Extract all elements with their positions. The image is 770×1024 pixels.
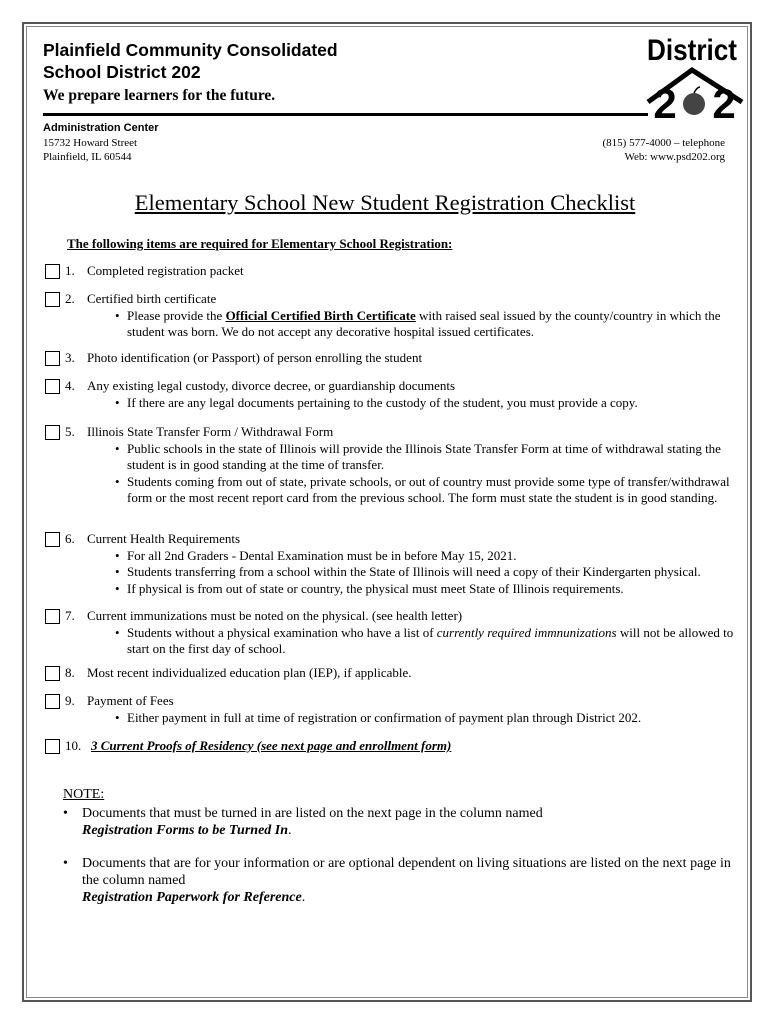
tagline: We prepare learners for the future. xyxy=(43,87,276,104)
checklist-item-1 xyxy=(45,263,244,280)
checkbox[interactable] xyxy=(45,694,60,709)
item-number: 7. xyxy=(65,608,75,623)
checkbox[interactable] xyxy=(45,379,60,394)
bullet-marker: • xyxy=(63,856,68,871)
note-text: Documents that are for your information or are optional dependent on living situations are listed on the next page in the column named xyxy=(82,856,731,888)
checkbox[interactable] xyxy=(45,609,60,624)
bullet-marker: • xyxy=(115,394,120,410)
organization-name xyxy=(43,39,338,83)
bullet-emphasis: Official Certified Birth Certificate xyxy=(225,307,416,323)
bullet xyxy=(115,441,745,474)
item-text: Certified birth certificate xyxy=(87,291,217,306)
bullet xyxy=(115,710,745,727)
bullet-marker: • xyxy=(115,624,120,640)
item-text: Payment of Fees xyxy=(87,693,174,708)
district-202-logo xyxy=(640,30,745,120)
address-line-2: Plainfield, IL 60544 xyxy=(43,151,132,163)
note-section xyxy=(63,786,743,906)
bullet-marker: • xyxy=(115,440,120,456)
checklist-item-8 xyxy=(45,665,412,682)
item-text: Photo identification (or Passport) of person enrolling the student xyxy=(87,350,423,365)
contact-info xyxy=(603,136,726,164)
checklist-item-9 xyxy=(45,693,745,726)
checkbox[interactable] xyxy=(45,264,60,279)
address xyxy=(43,136,137,164)
checkbox[interactable] xyxy=(45,292,60,307)
bullet xyxy=(115,548,745,565)
item-text: Any existing legal custody, divorce decree, or guardianship documents xyxy=(87,378,456,393)
checklist-item-7 xyxy=(45,608,745,658)
subheading: The following items are required for Elementary School Registration: xyxy=(67,236,453,251)
phone: (815) 577-4000 – telephone xyxy=(602,137,725,149)
item-number: 10. xyxy=(65,738,82,753)
svg-text:2: 2 xyxy=(712,80,736,120)
note-emphasis: Registration Paperwork for Reference xyxy=(82,890,302,905)
svg-text:District: District xyxy=(647,34,738,67)
item-number: 9. xyxy=(65,693,75,708)
item-text: Illinois State Transfer Form / Withdrawal Form xyxy=(87,424,334,439)
period: . xyxy=(288,823,292,838)
org-line-1: Plainfield Community Consolidated xyxy=(43,40,338,60)
item-text: Current Health Requirements xyxy=(87,531,241,546)
bullet-text: Either payment in full at time of registration or confirmation of payment plan through District 202. xyxy=(127,709,642,725)
bullet-marker: • xyxy=(63,806,68,821)
svg-text:2: 2 xyxy=(653,80,677,120)
bullet-text: If physical is from out of state or country, the physical must meet State of Illinois requirements. xyxy=(127,580,624,596)
bullet xyxy=(115,308,745,341)
checkbox[interactable] xyxy=(45,532,60,547)
item-number: 4. xyxy=(65,378,75,393)
item-number: 8. xyxy=(65,665,75,680)
checklist-item-6 xyxy=(45,531,770,597)
item-text: Completed registration packet xyxy=(87,263,244,278)
bullet-text: For all 2nd Graders - Dental Examination must be in before May 15, 2021. xyxy=(127,547,517,563)
item-text: Most recent individualized education plan (IEP), if applicable. xyxy=(87,665,412,680)
item-text: Current immunizations must be noted on the physical. (see health letter) xyxy=(87,608,463,623)
bullet-marker: • xyxy=(115,547,120,563)
note-label: NOTE: xyxy=(63,787,105,802)
checklist-item-5 xyxy=(45,424,745,507)
bullet-text: with raised seal issued by the county/country in which the student was born. We do not accept any decorative hospital issued certificates. xyxy=(127,307,721,339)
item-number: 5. xyxy=(65,424,75,439)
bullet-marker: • xyxy=(115,580,120,596)
item-number: 6. xyxy=(65,531,75,546)
note-text: Documents that must be turned in are listed on the next page in the column named xyxy=(82,806,543,821)
bullet xyxy=(115,625,745,658)
bullet xyxy=(115,564,770,581)
item-number: 2. xyxy=(65,291,75,306)
bullet-marker: • xyxy=(115,564,120,579)
bullet-text: Students coming from out of state, private schools, or out of country must provide some type of transfer/withdrawal form or the most recent report card from the previous school. The form must state the student is in good standing. xyxy=(127,473,730,505)
bullet-text: Students without a physical examination who have a list of xyxy=(127,624,437,640)
period: . xyxy=(301,890,306,905)
bullet-marker: • xyxy=(115,307,120,323)
org-line-2: School District 202 xyxy=(43,62,201,82)
note-bullet xyxy=(63,805,743,839)
bullet-text: Students transferring from a school within the State of Illinois will need a copy of their Kindergarten physical. xyxy=(127,564,701,579)
bullet-marker: • xyxy=(115,473,120,489)
bullet-text: Public schools in the state of Illinois will provide the Illinois State Transfer Form at time of withdrawal stating the student is in good standing at the time of transfer. xyxy=(127,440,721,472)
bullet-text: will not be allowed to start on the first day of school. xyxy=(127,624,734,656)
item-text: 3 Current Proofs of Residency (see next page and enrollment form) xyxy=(91,738,452,753)
checkbox[interactable] xyxy=(45,351,60,366)
checklist-item-4 xyxy=(45,378,745,411)
checkbox[interactable] xyxy=(45,666,60,681)
bullet-text: If there are any legal documents pertaining to the custody of the student, you must provide a copy. xyxy=(127,394,638,410)
bullet-marker: • xyxy=(115,709,120,725)
bullet xyxy=(115,581,745,598)
item-number: 1. xyxy=(65,263,75,278)
bullet xyxy=(115,474,745,507)
item-number: 3. xyxy=(65,350,75,365)
checklist-item-10 xyxy=(45,738,451,755)
checklist-item-3 xyxy=(45,350,422,367)
checkbox[interactable] xyxy=(45,739,60,754)
bullet-text: Please provide the xyxy=(127,307,226,323)
page-title: Elementary School New Student Registration Checklist xyxy=(134,190,636,215)
header-rule xyxy=(43,113,648,116)
bullet xyxy=(115,395,745,412)
checkbox[interactable] xyxy=(45,425,60,440)
note-emphasis: Registration Forms to be Turned In xyxy=(82,823,289,838)
bullet-emphasis: currently required immnunizations xyxy=(436,624,617,640)
admin-center-label: Administration Center xyxy=(43,122,159,134)
website: Web: www.psd202.org xyxy=(624,151,725,163)
note-bullet xyxy=(63,855,743,906)
checklist-item-2 xyxy=(45,291,745,341)
address-line-1: 15732 Howard Street xyxy=(43,137,138,149)
